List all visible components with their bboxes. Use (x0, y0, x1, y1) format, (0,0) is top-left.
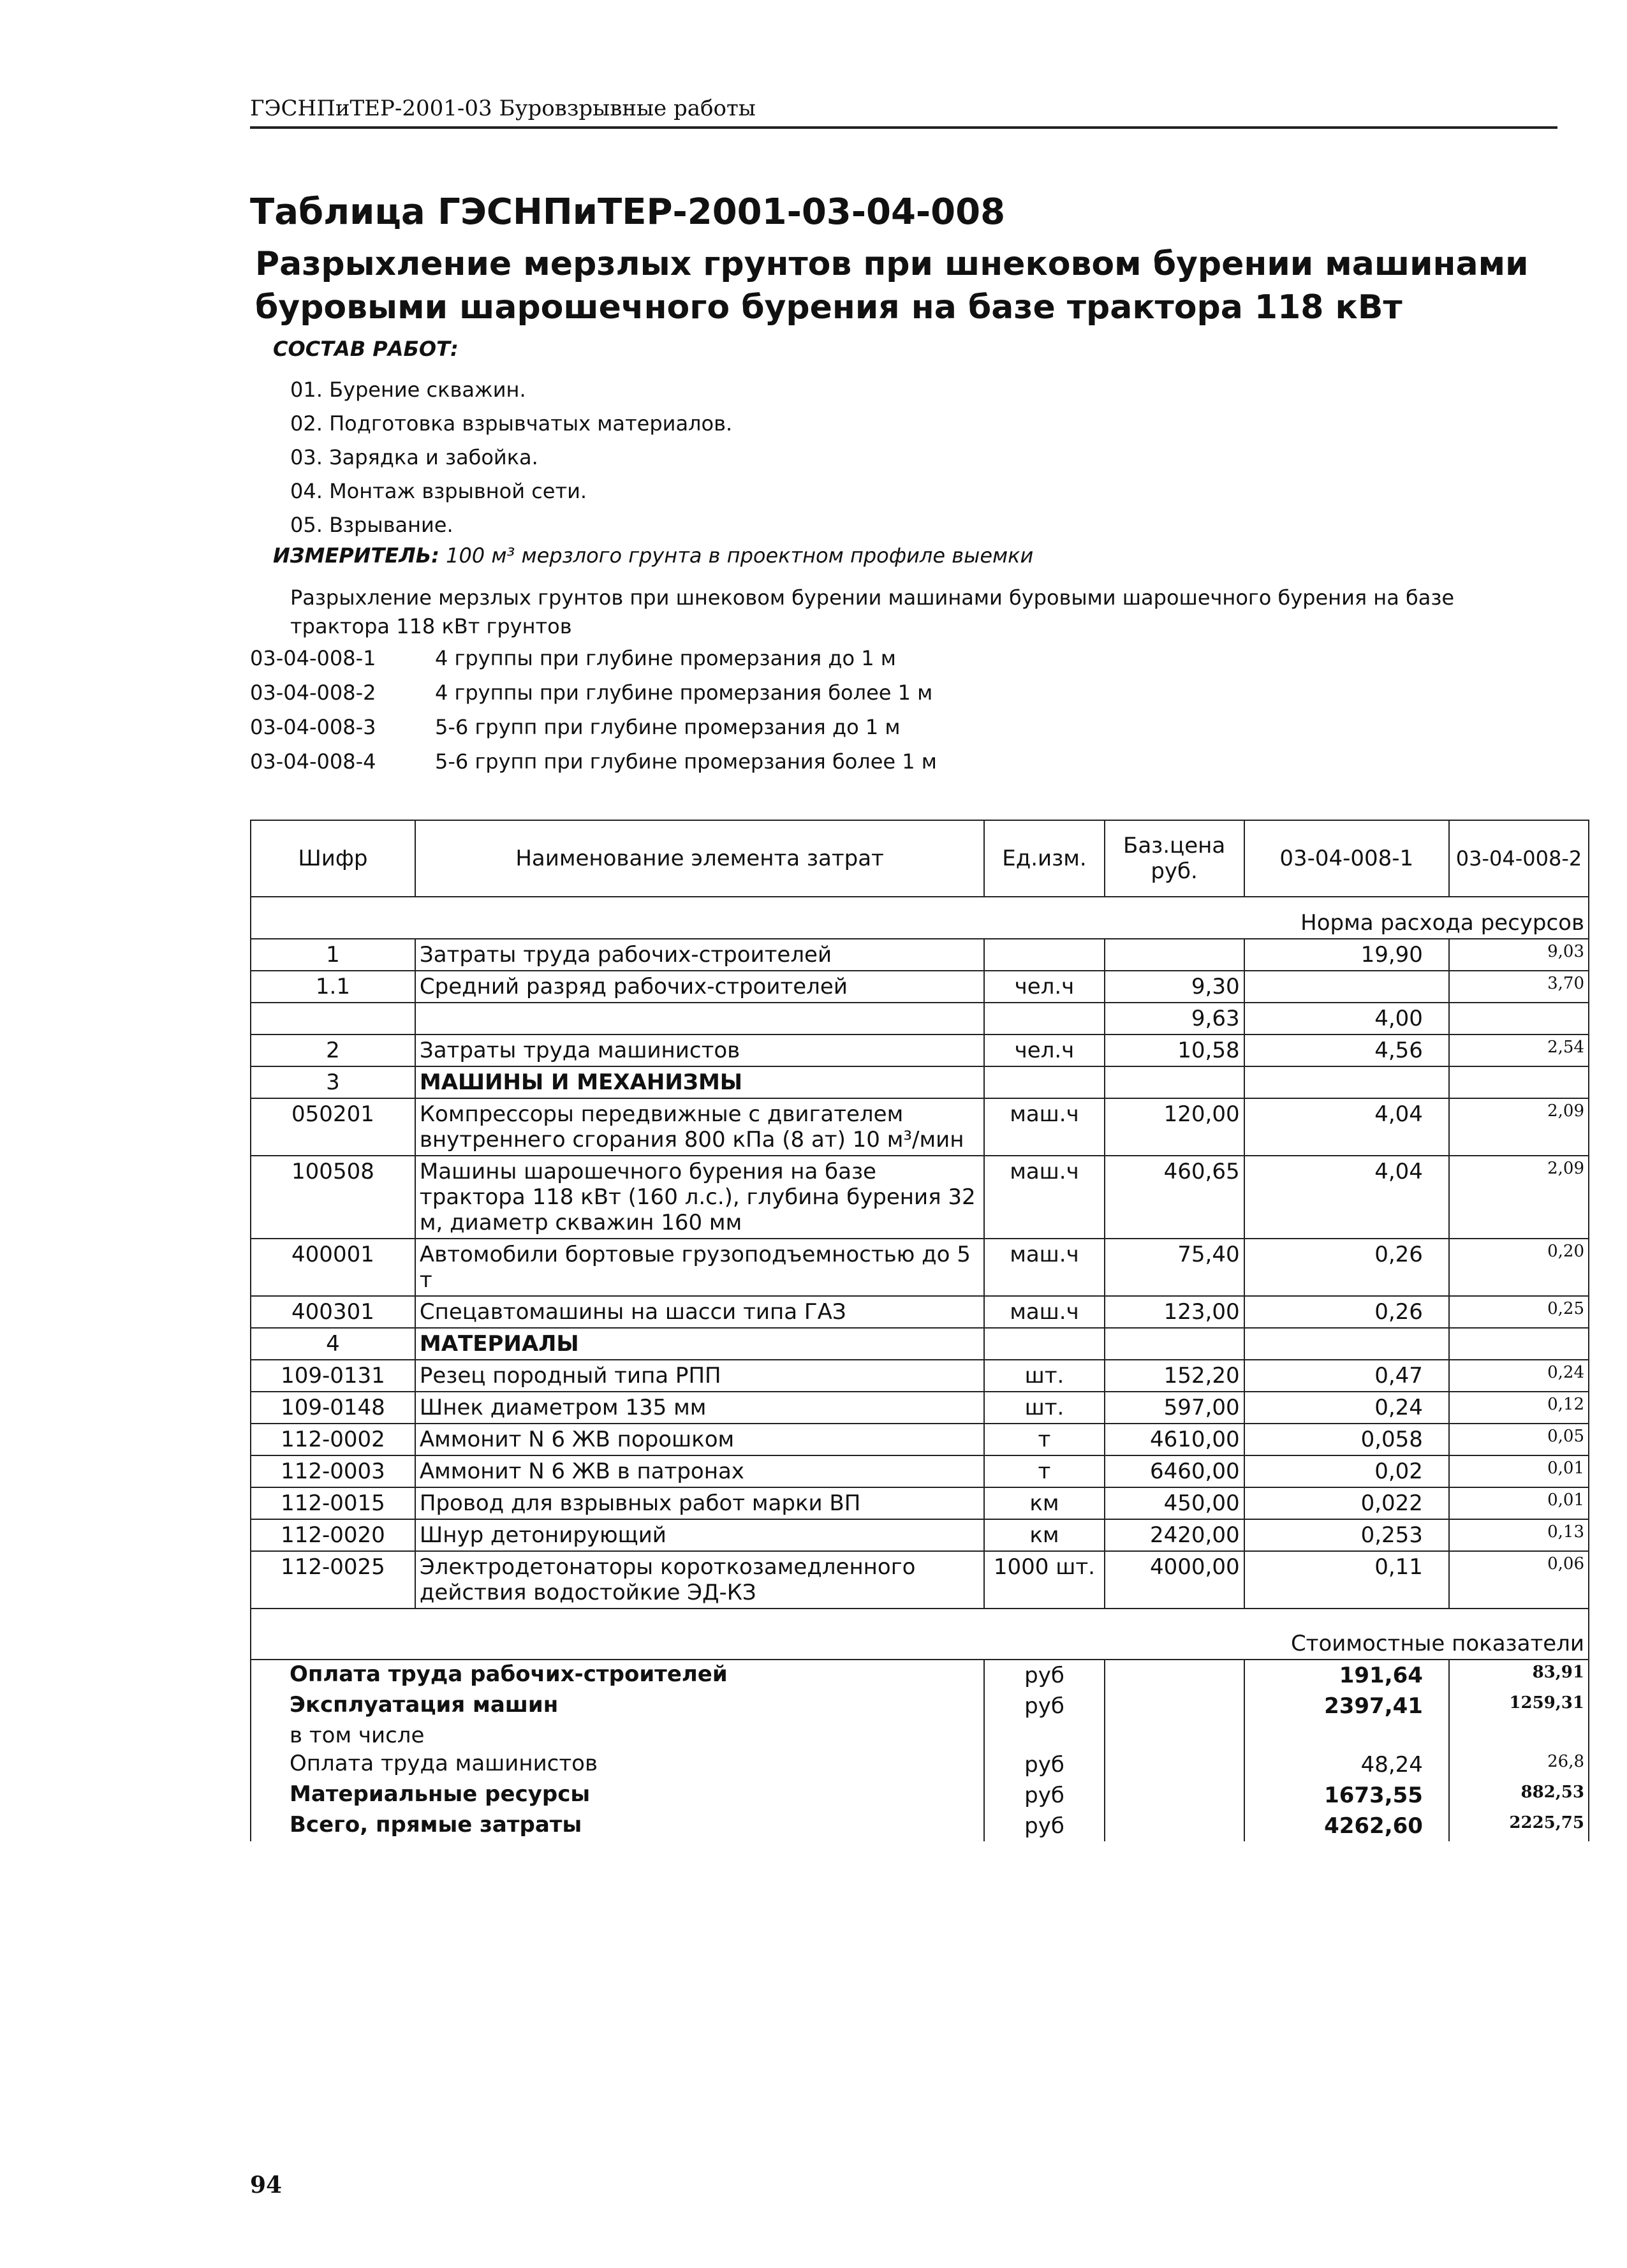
row-unit: маш.ч (984, 1239, 1104, 1296)
row-value-2 (1449, 1328, 1589, 1360)
variant-row (250, 744, 937, 779)
row-price: 450,00 (1105, 1487, 1244, 1519)
row-value-1: 0,11 (1244, 1551, 1449, 1609)
cost-empty (1105, 1721, 1244, 1749)
row-price: 6460,00 (1105, 1455, 1244, 1487)
row-price (1105, 939, 1244, 971)
row-price: 4610,00 (1105, 1424, 1244, 1455)
cost-body (251, 1660, 1589, 1841)
row-unit: чел.ч (984, 1035, 1104, 1066)
variant-code: 03-04-008-3 (250, 715, 376, 739)
table-title: Таблица ГЭСНПиТЕР-2001-03-04-008 (250, 191, 1006, 233)
cost-unit (984, 1721, 1104, 1749)
row-value-2: 0,01 (1449, 1487, 1589, 1519)
row-code: 109-0131 (251, 1360, 415, 1392)
variant-text: 5-6 групп при глубине промерзания более 1 м (435, 749, 937, 774)
row-code: 112-0020 (251, 1519, 415, 1551)
row-value-2 (1449, 1003, 1589, 1035)
row-price (1105, 1066, 1244, 1098)
row-value-2: 2,09 (1449, 1156, 1589, 1239)
cost-value-1 (1244, 1721, 1449, 1749)
cost-row (251, 1721, 1589, 1749)
row-code: 109-0148 (251, 1392, 415, 1424)
row-value-2: 0,06 (1449, 1551, 1589, 1609)
row-name: Автомобили бортовые грузоподъемностью до 5 т (415, 1239, 984, 1296)
row-price: 2420,00 (1105, 1519, 1244, 1551)
table-row (251, 939, 1589, 971)
row-code: 3 (251, 1066, 415, 1098)
description: Разрыхление мерзлых грунтов при шнековом бурении машинами буровыми шарошечного бурения на базе трактора 118 кВт грунтов (290, 585, 1455, 638)
norm-body (251, 939, 1589, 1609)
row-value-2: 3,70 (1449, 971, 1589, 1003)
row-price: 597,00 (1105, 1392, 1244, 1424)
row-value-2: 9,03 (1449, 939, 1589, 971)
cost-empty (1105, 1691, 1244, 1721)
row-value-1: 0,253 (1244, 1519, 1449, 1551)
cost-value-2: 26,8 (1449, 1749, 1589, 1780)
row-value-2: 2,09 (1449, 1098, 1589, 1156)
table-row (251, 1392, 1589, 1424)
cost-row (251, 1780, 1589, 1811)
cost-name: Эксплуатация машин (251, 1691, 984, 1721)
cost-row (251, 1811, 1589, 1841)
table-row (251, 1487, 1589, 1519)
table-row (251, 1455, 1589, 1487)
row-value-2: 0,12 (1449, 1392, 1589, 1424)
row-value-2: 0,24 (1449, 1360, 1589, 1392)
work-item: 04. Монтаж взрывной сети. (290, 479, 587, 503)
table-row (251, 1360, 1589, 1392)
norm-title-row (251, 897, 1589, 939)
row-name: Затраты труда рабочих-строителей (415, 939, 984, 971)
row-name: Электродетонаторы короткозамедленного действия водостойкие ЭД-КЗ (415, 1551, 984, 1609)
row-unit: маш.ч (984, 1296, 1104, 1328)
col-header-variant-2: 03-04-008-2 (1449, 820, 1589, 897)
row-price: 9,30 (1105, 971, 1244, 1003)
row-unit: 1000 шт. (984, 1551, 1104, 1609)
page-number: 94 (250, 2172, 283, 2198)
row-name: МАШИНЫ И МЕХАНИЗМЫ (415, 1066, 984, 1098)
row-code: 2 (251, 1035, 415, 1066)
sostav-label: СОСТАВ РАБОТ: (273, 337, 459, 361)
variant-code: 03-04-008-2 (250, 681, 376, 705)
row-price: 152,20 (1105, 1360, 1244, 1392)
cost-name: Материальные ресурсы (251, 1780, 984, 1811)
row-unit (984, 1003, 1104, 1035)
work-item: 03. Зарядка и забойка. (290, 445, 538, 469)
col-header-unit: Ед.изм. (984, 820, 1104, 897)
row-code: 112-0003 (251, 1455, 415, 1487)
row-value-2: 0,05 (1449, 1424, 1589, 1455)
cost-value-1: 191,64 (1244, 1660, 1449, 1691)
row-unit: чел.ч (984, 971, 1104, 1003)
cost-title-row (251, 1609, 1589, 1660)
cost-unit: руб (984, 1811, 1104, 1841)
row-name: Средний разряд рабочих-строителей (415, 971, 984, 1003)
table-row (251, 1551, 1589, 1609)
row-value-1: 4,04 (1244, 1156, 1449, 1239)
row-unit: шт. (984, 1392, 1104, 1424)
row-name: Провод для взрывных работ марки ВП (415, 1487, 984, 1519)
cost-value-1: 4262,60 (1244, 1811, 1449, 1841)
cost-name: в том числе (251, 1721, 984, 1749)
table-row (251, 1519, 1589, 1551)
row-code: 4 (251, 1328, 415, 1360)
row-code (251, 1003, 415, 1035)
cost-value-1: 48,24 (1244, 1749, 1449, 1780)
variant-text: 5-6 групп при глубине промерзания до 1 м (435, 715, 901, 739)
row-name: Компрессоры передвижные с двигателем внутреннего сгорания 800 кПа (8 ат) 10 м³/мин (415, 1098, 984, 1156)
row-code: 400001 (251, 1239, 415, 1296)
cost-unit: руб (984, 1660, 1104, 1691)
table-row (251, 1239, 1589, 1296)
work-item: 02. Подготовка взрывчатых материалов. (290, 411, 733, 436)
table-row (251, 971, 1589, 1003)
table-row (251, 1066, 1589, 1098)
cost-empty (1105, 1749, 1244, 1780)
table-row (251, 1035, 1589, 1066)
row-unit (984, 939, 1104, 971)
row-name: Резец породный типа РПП (415, 1360, 984, 1392)
variant-row (250, 641, 937, 675)
cost-empty (1105, 1660, 1244, 1691)
work-item: 01. Бурение скважин. (290, 378, 526, 402)
row-name (415, 1003, 984, 1035)
row-price: 460,65 (1105, 1156, 1244, 1239)
table-row (251, 1328, 1589, 1360)
izmeritel-value: 100 м³ мерзлого грунта в проектном профиле выемки (446, 543, 1034, 568)
row-value-1: 19,90 (1244, 939, 1449, 971)
cost-value-1: 2397,41 (1244, 1691, 1449, 1721)
row-unit: маш.ч (984, 1098, 1104, 1156)
row-unit: маш.ч (984, 1156, 1104, 1239)
row-name: Аммонит N 6 ЖВ в патронах (415, 1455, 984, 1487)
row-value-1: 0,022 (1244, 1487, 1449, 1519)
row-unit: т (984, 1455, 1104, 1487)
row-unit: км (984, 1519, 1104, 1551)
row-value-1 (1244, 1066, 1449, 1098)
cost-name: Всего, прямые затраты (251, 1811, 984, 1841)
cost-row (251, 1691, 1589, 1721)
row-price: 10,58 (1105, 1035, 1244, 1066)
row-value-1: 0,02 (1244, 1455, 1449, 1487)
variant-row (250, 710, 937, 744)
variant-code: 03-04-008-4 (250, 749, 376, 774)
row-code: 1.1 (251, 971, 415, 1003)
row-price (1105, 1328, 1244, 1360)
row-name: Затраты труда машинистов (415, 1035, 984, 1066)
table-row (251, 1424, 1589, 1455)
row-value-1: 0,26 (1244, 1296, 1449, 1328)
cost-value-2 (1449, 1721, 1589, 1749)
row-code: 050201 (251, 1098, 415, 1156)
row-value-1 (1244, 1328, 1449, 1360)
row-value-1 (1244, 971, 1449, 1003)
row-name: МАТЕРИАЛЫ (415, 1328, 984, 1360)
cost-value-1: 1673,55 (1244, 1780, 1449, 1811)
table-header-row (251, 820, 1589, 897)
table-row (251, 1156, 1589, 1239)
row-name: Спецавтомашины на шасси типа ГАЗ (415, 1296, 984, 1328)
resource-table-wrap (250, 820, 1584, 1841)
variant-text: 4 группы при глубине промерзания более 1 м (435, 681, 933, 705)
cost-empty (1105, 1811, 1244, 1841)
cost-unit: руб (984, 1780, 1104, 1811)
row-price: 120,00 (1105, 1098, 1244, 1156)
cost-value-2: 2225,75 (1449, 1811, 1589, 1841)
cost-value-2: 83,91 (1449, 1660, 1589, 1691)
row-price: 9,63 (1105, 1003, 1244, 1035)
row-value-2: 2,54 (1449, 1035, 1589, 1066)
table-subtitle: Разрыхление мерзлых грунтов при шнековом бурении машинами буровыми шарошечного бурения на базе трактора 118 кВт (255, 245, 1529, 327)
row-price: 75,40 (1105, 1239, 1244, 1296)
row-name: Машины шарошечного бурения на базе трактора 118 кВт (160 л.с.), глубина бурения 32 м, диаметр скважин 160 мм (415, 1156, 984, 1239)
row-code: 112-0025 (251, 1551, 415, 1609)
row-value-2: 0,20 (1449, 1239, 1589, 1296)
row-code: 112-0015 (251, 1487, 415, 1519)
cost-unit: руб (984, 1691, 1104, 1721)
cost-value-2: 882,53 (1449, 1780, 1589, 1811)
cost-name: Оплата труда рабочих-строителей (251, 1660, 984, 1691)
variant-text: 4 группы при глубине промерзания до 1 м (435, 646, 896, 670)
row-value-1: 0,058 (1244, 1424, 1449, 1455)
col-header-variant-1: 03-04-008-1 (1244, 820, 1449, 897)
col-header-price: Баз.цена руб. (1105, 820, 1244, 897)
cost-value-2: 1259,31 (1449, 1691, 1589, 1721)
row-unit (984, 1066, 1104, 1098)
row-unit (984, 1328, 1104, 1360)
row-code: 1 (251, 939, 415, 971)
variant-row (250, 675, 937, 710)
row-value-1: 0,26 (1244, 1239, 1449, 1296)
row-value-1: 0,24 (1244, 1392, 1449, 1424)
row-code: 112-0002 (251, 1424, 415, 1455)
row-price: 4000,00 (1105, 1551, 1244, 1609)
row-value-1: 4,00 (1244, 1003, 1449, 1035)
izmeritel-label: ИЗМЕРИТЕЛЬ: (273, 543, 439, 568)
running-header: ГЭСНПиТЕР-2001-03 Буровзрывные работы (250, 96, 1557, 129)
row-value-1: 0,47 (1244, 1360, 1449, 1392)
row-code: 100508 (251, 1156, 415, 1239)
row-unit: шт. (984, 1360, 1104, 1392)
resource-table (250, 820, 1589, 1841)
row-unit: т (984, 1424, 1104, 1455)
works-list (290, 373, 732, 542)
izmeritel (273, 543, 1033, 568)
variants-list (250, 641, 937, 779)
norm-title: Норма расхода ресурсов (251, 897, 1589, 939)
table-row (251, 1003, 1589, 1035)
col-header-code: Шифр (251, 820, 415, 897)
cost-empty (1105, 1780, 1244, 1811)
row-value-2: 0,25 (1449, 1296, 1589, 1328)
row-unit: км (984, 1487, 1104, 1519)
row-name: Шнур детонирующий (415, 1519, 984, 1551)
row-value-2: 0,01 (1449, 1455, 1589, 1487)
cost-row (251, 1749, 1589, 1780)
row-value-1: 4,56 (1244, 1035, 1449, 1066)
cost-title: Стоимостные показатели (251, 1609, 1589, 1660)
variant-code: 03-04-008-1 (250, 646, 376, 670)
cost-row (251, 1660, 1589, 1691)
cost-title-body (251, 1609, 1589, 1660)
row-price: 123,00 (1105, 1296, 1244, 1328)
col-header-name: Наименование элемента затрат (415, 820, 984, 897)
cost-unit: руб (984, 1749, 1104, 1780)
row-code: 400301 (251, 1296, 415, 1328)
row-value-2: 0,13 (1449, 1519, 1589, 1551)
table-row (251, 1296, 1589, 1328)
row-value-1: 4,04 (1244, 1098, 1449, 1156)
row-name: Шнек диаметром 135 мм (415, 1392, 984, 1424)
row-value-2 (1449, 1066, 1589, 1098)
work-item: 05. Взрывание. (290, 513, 453, 537)
table-row (251, 1098, 1589, 1156)
row-name: Аммонит N 6 ЖВ порошком (415, 1424, 984, 1455)
cost-name: Оплата труда машинистов (251, 1749, 984, 1780)
